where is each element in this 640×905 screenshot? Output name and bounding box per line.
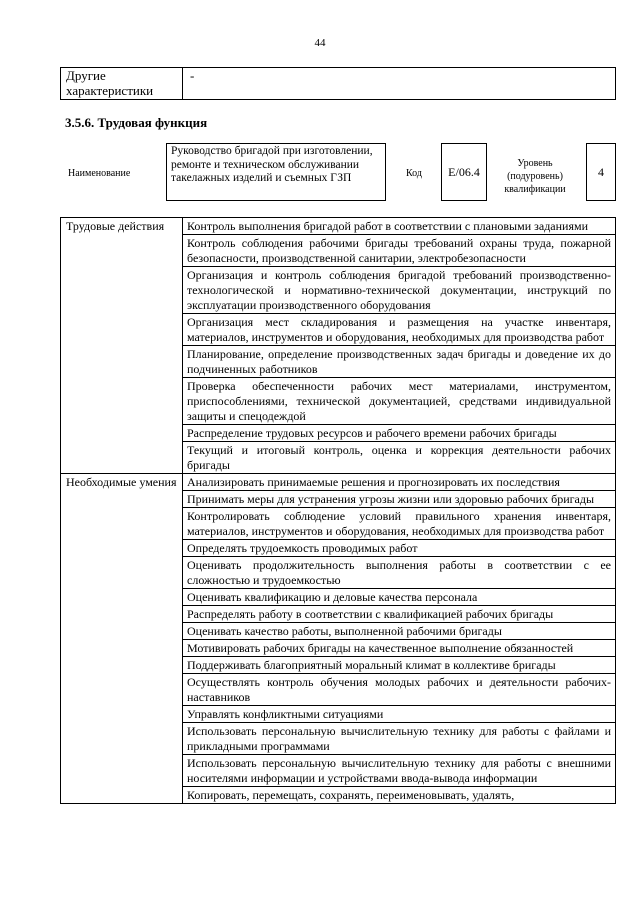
labor-action-item: Организация и контроль соблюдения бригадой требований производственно-технологической и нормативно-технической документации, инструкций по эксплуатации производственного оборудования xyxy=(183,267,616,314)
skill-item: Контролировать соблюдение условий правильного хранения инвентаря, материалов, инструментов и оборудования, необходимых для производства работ xyxy=(183,508,616,540)
labor-action-item: Планирование, определение производственных задач бригады и доведение их до подчиненных работников xyxy=(183,346,616,378)
section-title: 3.5.6. Трудовая функция xyxy=(65,115,208,130)
labor-action-item: Распределение трудовых ресурсов и рабочего времени рабочих бригады xyxy=(183,425,616,442)
skill-item: Принимать меры для устранения угрозы жизни или здоровью рабочих бригады xyxy=(183,491,616,508)
labor-function-table-body xyxy=(61,218,616,804)
skill-item: Осуществлять контроль обучения молодых рабочих и деятельности рабочих-наставников xyxy=(183,674,616,706)
name-label: Наименование xyxy=(68,168,131,179)
skill-item: Оценивать продолжительность выполнения работы в соответствии с ее сложностью и трудоемкостью xyxy=(183,557,616,589)
other-characteristics-label: Другие характеристики xyxy=(61,68,183,100)
skill-group-label: Необходимые умения xyxy=(61,474,183,804)
function-name-box: Руководство бригадой при изготовлении, ремонте и техническом обслуживании такелажных изделий и съемных ГЗП xyxy=(166,143,386,201)
code-label: Код xyxy=(406,168,422,179)
labor-function-table xyxy=(60,217,616,804)
skill-item: Мотивировать рабочих бригады на качественное выполнение обязанностей xyxy=(183,640,616,657)
skill-item: Поддерживать благоприятный моральный климат в коллективе бригады xyxy=(183,657,616,674)
skill-row xyxy=(61,474,616,491)
labor-action-item: Контроль соблюдения рабочими бригады требований охраны труда, пожарной безопасности, производственной санитарии, электробезопасности xyxy=(183,235,616,267)
qualification-level-label: Уровень (подуровень) квалификации xyxy=(504,158,566,195)
labor-action-item: Текущий и итоговый контроль, оценка и коррекция деятельности рабочих бригады xyxy=(183,442,616,474)
skill-item: Определять трудоемкость проводимых работ xyxy=(183,540,616,557)
labor-action-group-label: Трудовые действия xyxy=(61,218,183,474)
page-number: 44 xyxy=(314,37,326,49)
skill-item: Копировать, перемещать, сохранять, переименовывать, удалять, xyxy=(183,787,616,804)
function-code-box: E/06.4 xyxy=(441,143,487,201)
labor-action-item: Организация мест складирования и размещения на участке инвентаря, материалов, инструментов и оборудования, необходимых для производства работ xyxy=(183,314,616,346)
skill-item: Распределять работу в соответствии с квалификацией рабочих бригады xyxy=(183,606,616,623)
labor-action-row xyxy=(61,218,616,235)
other-characteristics-value: - xyxy=(183,68,616,100)
skill-item: Оценивать качество работы, выполненной рабочими бригады xyxy=(183,623,616,640)
skill-item: Управлять конфликтными ситуациями xyxy=(183,706,616,723)
labor-action-item: Контроль выполнения бригадой работ в соответствии с плановыми заданиями xyxy=(183,218,616,235)
labor-function-header xyxy=(60,143,616,203)
skill-item: Использовать персональную вычислительную технику для работы с файлами и прикладными программами xyxy=(183,723,616,755)
qualification-level-box: 4 xyxy=(586,143,616,201)
skill-item: Анализировать принимаемые решения и прогнозировать их последствия xyxy=(183,474,616,491)
skill-item: Использовать персональную вычислительную технику для работы с внешними носителями информации и устройствами ввода-вывода информации xyxy=(183,755,616,787)
labor-action-item: Проверка обеспеченности рабочих мест материалами, инструментом, приспособлениями, технической документацией, средствами индивидуальной защиты и спецодеждой xyxy=(183,378,616,425)
skill-item: Оценивать квалификацию и деловые качества персонала xyxy=(183,589,616,606)
other-characteristics-row xyxy=(61,68,616,100)
other-characteristics-table xyxy=(60,67,616,100)
